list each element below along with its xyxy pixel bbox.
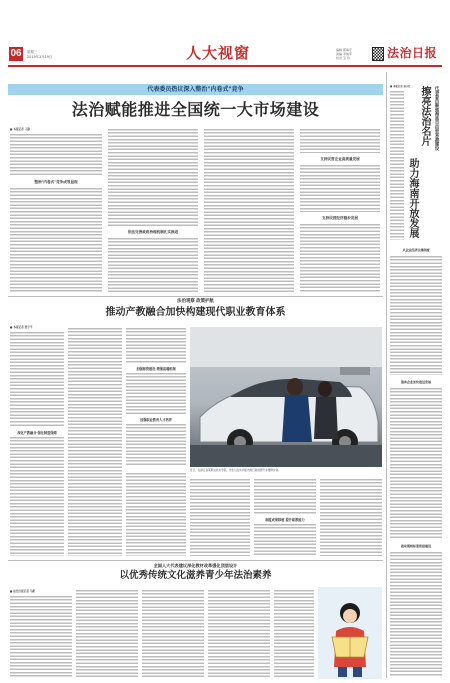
section-title: 人大视窗 <box>186 44 251 62</box>
article-1-body <box>300 164 380 212</box>
sidebar-headline-line2: 助力海南开放发展 <box>407 158 418 238</box>
article-2-body <box>126 472 186 556</box>
editor-info-line: 编辑 郭海宇 <box>336 48 352 52</box>
article-2-subhead: 制度成果移植 提升职教能力 <box>265 518 305 522</box>
sidebar-body <box>390 551 442 677</box>
header-rule <box>8 65 442 67</box>
article-3-kicker: 全国人大代表建议深化教材改革强化顶层设计 <box>153 563 238 568</box>
article-2-body <box>126 327 186 363</box>
article-2-subhead: 加强师资建设 增强高端机制 <box>136 367 176 371</box>
sidebar-body <box>390 255 442 375</box>
page-header <box>0 0 450 70</box>
date-line-1: 星期三 <box>27 50 38 54</box>
editor-info-line: 美编 李俊军 <box>336 52 352 56</box>
section-divider <box>8 560 383 561</box>
page-number: 06 <box>10 48 22 59</box>
article-1-banner-text: 代表委员热议深入整治"内卷式"竞争 <box>147 86 244 93</box>
article-1-body <box>10 187 102 292</box>
article-3-body <box>208 589 270 677</box>
sidebar-subhead: 推动规则标准衔接建设 <box>400 544 431 548</box>
article-1-banner <box>8 84 383 95</box>
article-1-subhead: 支持民营企业高质量发展 <box>320 157 360 161</box>
article-1-byline: ■ 本报记者 刁静 <box>10 128 30 131</box>
date-line-2: 2019年3月19日 <box>27 55 53 59</box>
sidebar-byline: ■ 本报记者 黄小红 <box>390 85 411 88</box>
article-2-body <box>10 436 64 556</box>
article-1-body <box>204 128 294 292</box>
sidebar <box>388 70 444 680</box>
qr-code-icon <box>372 47 384 61</box>
reading-child-icon <box>318 587 382 679</box>
article-1-body <box>10 133 102 176</box>
article-3-body <box>10 595 72 677</box>
article-2-headline: 推动产教融合加快构建现代职业教育体系 <box>105 307 286 318</box>
article-2-body <box>10 331 64 427</box>
sidebar-subhead: 从企业经济法律制度 <box>402 248 430 252</box>
article-3-headline: 以优秀传统文化滋养青少年法治素养 <box>119 570 272 581</box>
article-2-body <box>190 478 250 556</box>
article-2-body <box>320 478 382 556</box>
photo-caption: 近日，在浙江省某职业技术学院，学生们在实训室内进行新能源汽车维修实训。 <box>190 469 281 472</box>
article-2-byline: ■ 本报记者 张宇平 <box>10 326 33 329</box>
article-3-byline: ■ 法治日报记者 马新 <box>10 590 36 593</box>
sidebar-headline-line1: 擦亮法治名片 <box>419 86 430 146</box>
article-1-body <box>108 128 198 226</box>
article-1-subhead: 依法完善政府治理机制扎实推进 <box>127 230 179 234</box>
article-1-body <box>108 237 198 292</box>
article-3-body <box>76 589 138 677</box>
article-2-kicker: 法治观察 政策护航 <box>177 299 214 304</box>
sidebar-body <box>390 387 442 539</box>
photo-illustration <box>190 327 382 467</box>
article-2-subhead: 加强职业教育人才培养 <box>140 418 172 422</box>
article-2-body <box>254 523 316 556</box>
student-illustration <box>318 587 382 679</box>
article-1-headline: 法治赋能推进全国统一大市场建设 <box>71 100 320 119</box>
editor-info <box>336 48 372 60</box>
news-photo <box>190 327 382 467</box>
section-divider <box>8 296 383 297</box>
article-3-body <box>142 589 204 677</box>
sidebar-subhead: 服务企业加快推进发展 <box>400 380 431 384</box>
column-divider <box>386 72 387 678</box>
masthead-logo: 法治日报 <box>387 46 438 60</box>
sidebar-kicker: 代表委员聚焦海南自由贸易港建设 <box>434 86 439 151</box>
article-1-body <box>300 223 380 292</box>
article-2-body <box>126 372 186 414</box>
sidebar-body <box>390 90 404 240</box>
article-2-body <box>254 478 316 514</box>
article-2-body <box>126 423 186 467</box>
editor-info-line: 校对 宝 玲 <box>336 56 350 60</box>
article-3-body <box>274 589 314 677</box>
article-1-subhead: 支持民营经济稳步发展 <box>322 216 358 220</box>
article-2-body <box>68 327 122 556</box>
article-1-subhead: 整治"内卷式"竞争成效显现 <box>34 180 78 184</box>
article-2-subhead: 深化产教融合 强化制度保障 <box>17 431 57 435</box>
article-1-body <box>300 128 380 153</box>
